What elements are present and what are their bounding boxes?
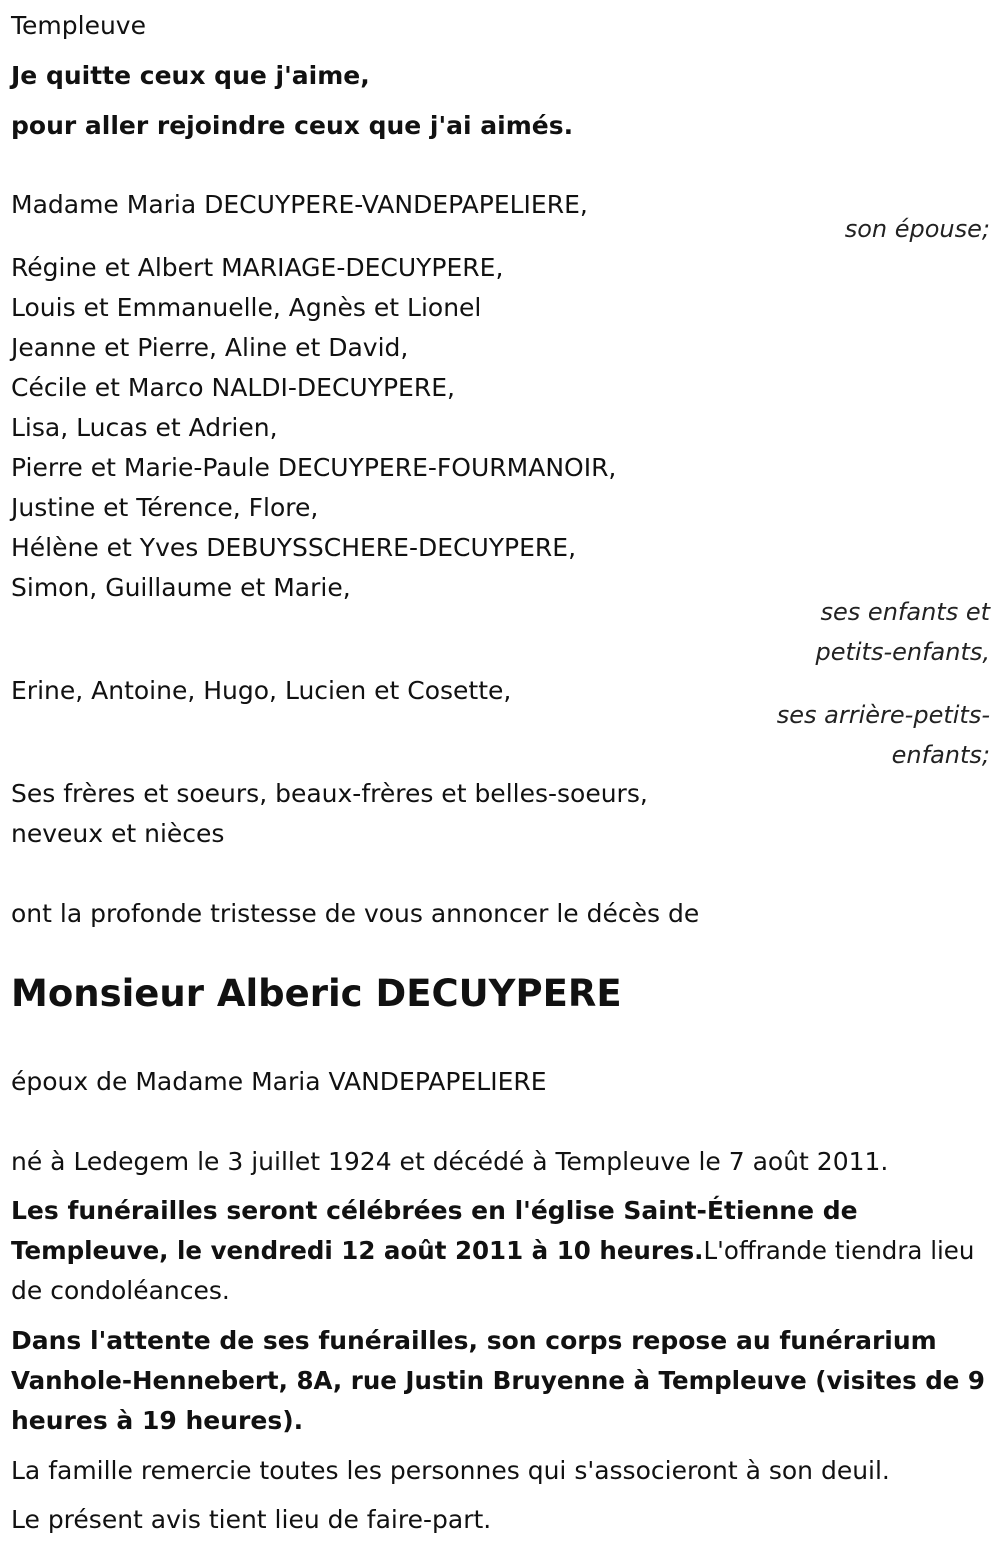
- children-line: Cécile et Marco NALDI-DECUYPERE,: [11, 373, 455, 402]
- children-line: Hélène et Yves DEBUYSSCHERE-DECUYPERE,: [11, 533, 577, 562]
- birth-death-text: né à Ledegem le 3 juillet 1924 et décédé à Templeuve le 7 août 2011.: [11, 1147, 889, 1176]
- funeral-line-1: Les funérailles seront célébrées en l'église Saint-Étienne de: [11, 1196, 858, 1225]
- children-list: [11, 248, 616, 608]
- wake-line-1: Dans l'attente de ses funérailles, son corps repose au funérarium: [11, 1326, 937, 1355]
- place-heading: Templeuve: [11, 11, 146, 40]
- epigraph-line-2: pour aller rejoindre ceux que j'ai aimés.: [11, 111, 574, 140]
- offering-text: L'offrande tiendra lieu: [703, 1236, 975, 1265]
- funeral-line-3: de condoléances.: [11, 1276, 230, 1305]
- children-line: Louis et Emmanuelle, Agnès et Lionel: [11, 293, 482, 322]
- children-line: Jeanne et Pierre, Aline et David,: [11, 333, 409, 362]
- children-role-line-1: ses enfants et: [820, 598, 990, 626]
- children-line: Pierre et Marie-Paule DECUYPERE-FOURMANOIR,: [11, 453, 617, 482]
- funeral-line-2: [11, 1231, 974, 1271]
- great-grandchildren-role-line-2: enfants;: [891, 741, 990, 769]
- spouse-role: son épouse;: [844, 215, 990, 243]
- notice-text: Le présent avis tient lieu de faire-part.: [11, 1505, 492, 1534]
- announcement-text: ont la profonde tristesse de vous annoncer le décès de: [11, 899, 700, 928]
- thanks-text: La famille remercie toutes les personnes qui s'associeront à son deuil.: [11, 1456, 890, 1485]
- wake-line-2: Vanhole-Hennebert, 8A, rue Justin Bruyenne à Templeuve (visites de 9: [11, 1366, 985, 1395]
- children-line: Simon, Guillaume et Marie,: [11, 573, 351, 602]
- wake-line-3: heures à 19 heures).: [11, 1406, 304, 1435]
- spouse-name: Madame Maria DECUYPERE-VANDEPAPELIERE,: [11, 190, 588, 219]
- siblings-line-1: Ses frères et soeurs, beaux-frères et belles-soeurs,: [11, 779, 648, 808]
- siblings-line-2: neveux et nièces: [11, 819, 225, 848]
- funeral-date-text: Templeuve, le vendredi 12 août 2011 à 10 heures.: [11, 1236, 704, 1265]
- deceased-name: Monsieur Alberic DECUYPERE: [11, 972, 622, 1015]
- spouse-of-text: époux de Madame Maria VANDEPAPELIERE: [11, 1067, 547, 1096]
- children-role-line-2: petits-enfants,: [815, 638, 990, 666]
- children-line: Régine et Albert MARIAGE-DECUYPERE,: [11, 253, 504, 282]
- epigraph-line-1: Je quitte ceux que j'aime,: [11, 61, 370, 90]
- children-line: Lisa, Lucas et Adrien,: [11, 413, 278, 442]
- children-line: Justine et Térence, Flore,: [11, 493, 319, 522]
- great-grandchildren-role-line-1: ses arrière-petits-: [776, 701, 990, 729]
- great-grandchildren-names: Erine, Antoine, Hugo, Lucien et Cosette,: [11, 676, 512, 705]
